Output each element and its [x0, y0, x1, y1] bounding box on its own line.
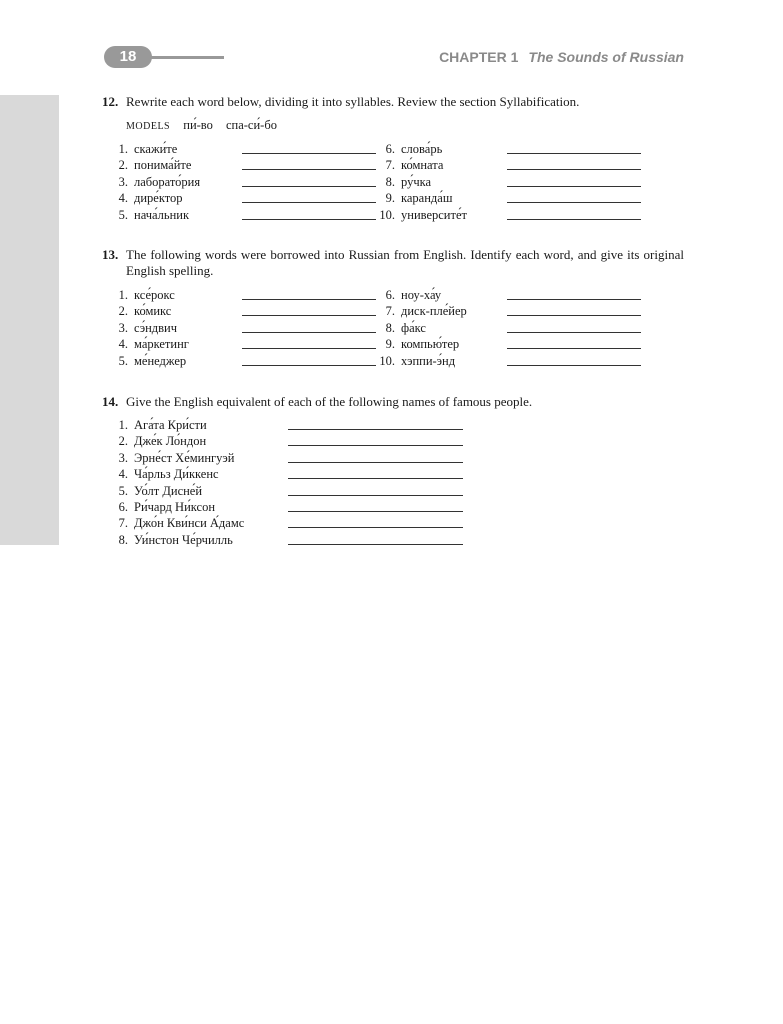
answer-blank-line [242, 169, 376, 170]
item-number: 10. [379, 207, 395, 222]
item-number: 6. [385, 142, 395, 156]
answer-blank-line [242, 332, 376, 333]
exercise-item [379, 142, 649, 158]
item-number: 4. [118, 191, 128, 206]
exercise-number: 12. [102, 94, 119, 109]
header-rule [150, 56, 224, 59]
item-word: ко́мната [401, 158, 444, 173]
item-word: ноу-ха́у [401, 288, 442, 302]
item-word: нача́льник [134, 207, 190, 222]
answer-blank-line [242, 186, 376, 187]
item-word: диск-пле́йер [401, 304, 467, 319]
item-number: 5. [118, 353, 128, 368]
exercise-item [112, 208, 382, 224]
ex14-column [112, 418, 472, 549]
exercise-item [112, 500, 472, 516]
item-number: 8. [385, 320, 395, 335]
exercise-item [112, 533, 472, 549]
ex12-left-column [112, 142, 382, 224]
answer-blank-line [507, 153, 641, 154]
item-number: 10. [379, 353, 395, 368]
item-word: Ага́та Кри́сти [134, 418, 207, 432]
running-header [439, 49, 684, 65]
item-word: Джо́н Кви́нси А́дамс [134, 516, 245, 531]
exercise-12 [102, 94, 684, 110]
item-number: 5. [118, 483, 128, 498]
exercise-item [379, 354, 649, 370]
item-number: 9. [385, 191, 395, 206]
item-word: лаборато́рия [134, 174, 201, 189]
item-word: университе́т [401, 207, 467, 222]
answer-blank-line [288, 544, 463, 545]
chapter-label: CHAPTER 1 [439, 49, 519, 65]
exercise-item [379, 288, 649, 304]
answer-blank-line [288, 495, 463, 496]
item-number: 3. [118, 320, 128, 335]
answer-blank-line [507, 299, 641, 300]
exercise-item [112, 304, 382, 320]
item-number: 8. [385, 174, 395, 189]
answer-blank-line [288, 462, 463, 463]
exercise-item [112, 467, 472, 483]
item-number: 1. [118, 418, 128, 432]
exercise-item [112, 418, 472, 434]
item-word: хэппи-э́нд [401, 353, 456, 368]
exercise-number: 13. [102, 247, 119, 262]
item-number: 3. [118, 450, 128, 465]
item-number: 4. [118, 467, 128, 482]
answer-blank-line [288, 527, 463, 528]
models-line [126, 118, 287, 133]
item-word: каранда́ш [401, 191, 453, 206]
answer-blank-line [288, 445, 463, 446]
item-word: Уи́нстон Че́рчилль [134, 532, 233, 547]
exercise-item [112, 451, 472, 467]
item-word: дире́ктор [134, 191, 183, 206]
item-word: сэ́ндвич [134, 320, 177, 335]
exercise-item [112, 354, 382, 370]
item-word: скажи́те [134, 142, 178, 156]
answer-blank-line [242, 348, 376, 349]
exercise-item [112, 516, 472, 532]
item-word: ко́микс [134, 304, 172, 319]
model-word: пи́-во [183, 118, 213, 132]
item-word: Эрне́ст Хе́мингуэй [134, 450, 235, 465]
item-word: понима́йте [134, 158, 192, 173]
item-number: 2. [118, 158, 128, 173]
item-number: 1. [118, 142, 128, 156]
answer-blank-line [288, 478, 463, 479]
item-word: Ча́рльз Ди́ккенс [134, 467, 219, 482]
exercise-item [379, 321, 649, 337]
ex13-left-column [112, 288, 382, 370]
item-word: слова́рь [401, 142, 443, 156]
answer-blank-line [507, 169, 641, 170]
item-number: 7. [385, 304, 395, 319]
exercise-instruction: Rewrite each word below, dividing it into syllables. Review the section Syllabification. [126, 94, 580, 109]
item-number: 6. [385, 288, 395, 302]
exercise-item [112, 158, 382, 174]
exercise-item [112, 288, 382, 304]
answer-blank-line [507, 315, 641, 316]
item-word: ме́неджер [134, 353, 187, 368]
item-number: 1. [118, 288, 128, 302]
item-number: 3. [118, 174, 128, 189]
exercise-item [112, 191, 382, 207]
exercise-item [379, 175, 649, 191]
exercise-item [379, 208, 649, 224]
exercise-instruction: The following words were borrowed into Russian from English. Identify each word, and give its original English spelling. [126, 247, 684, 278]
item-number: 5. [118, 207, 128, 222]
exercise-item [379, 304, 649, 320]
item-word: фа́кс [401, 320, 426, 335]
exercise-item [112, 175, 382, 191]
ex12-right-column [379, 142, 649, 224]
ex13-right-column [379, 288, 649, 370]
exercise-item [112, 142, 382, 158]
item-number: 4. [118, 337, 128, 352]
answer-blank-line [242, 219, 376, 220]
item-number: 9. [385, 337, 395, 352]
item-word: компью́тер [401, 337, 460, 352]
exercise-item [112, 484, 472, 500]
side-thumb-tab [0, 95, 59, 545]
item-number: 7. [118, 516, 128, 531]
item-number: 6. [118, 499, 128, 514]
exercise-item [112, 434, 472, 450]
answer-blank-line [242, 365, 376, 366]
item-word: ма́ркетинг [134, 337, 189, 352]
exercise-item [379, 337, 649, 353]
answer-blank-line [507, 365, 641, 366]
item-word: ру́чка [401, 174, 432, 189]
answer-blank-line [507, 186, 641, 187]
exercise-item [379, 158, 649, 174]
exercise-item [112, 337, 382, 353]
item-word: Уо́лт Дисне́й [134, 483, 203, 498]
item-word: Ри́чард Ни́ксон [134, 499, 216, 514]
exercise-item [112, 321, 382, 337]
exercise-14 [102, 394, 684, 410]
answer-blank-line [507, 332, 641, 333]
item-word: ксе́рокс [134, 288, 175, 302]
answer-blank-line [507, 219, 641, 220]
answer-blank-line [242, 315, 376, 316]
exercise-13 [102, 247, 684, 279]
answer-blank-line [507, 348, 641, 349]
item-number: 2. [118, 434, 128, 449]
item-word: Дже́к Ло́ндон [134, 434, 207, 449]
model-word: спа-си́-бо [225, 118, 277, 132]
page-number-badge: 18 [104, 46, 152, 68]
answer-blank-line [288, 429, 463, 430]
exercise-number: 14. [102, 394, 119, 409]
item-number: 2. [118, 304, 128, 319]
answer-blank-line [242, 299, 376, 300]
chapter-title: The Sounds of Russian [528, 49, 684, 65]
answer-blank-line [242, 202, 376, 203]
item-number: 8. [118, 532, 128, 547]
answer-blank-line [242, 153, 376, 154]
answer-blank-line [288, 511, 463, 512]
answer-blank-line [507, 202, 641, 203]
exercise-item [379, 191, 649, 207]
exercise-instruction: Give the English equivalent of each of the following names of famous people. [126, 394, 533, 409]
models-label: MODELS [126, 121, 171, 132]
item-number: 7. [385, 158, 395, 173]
